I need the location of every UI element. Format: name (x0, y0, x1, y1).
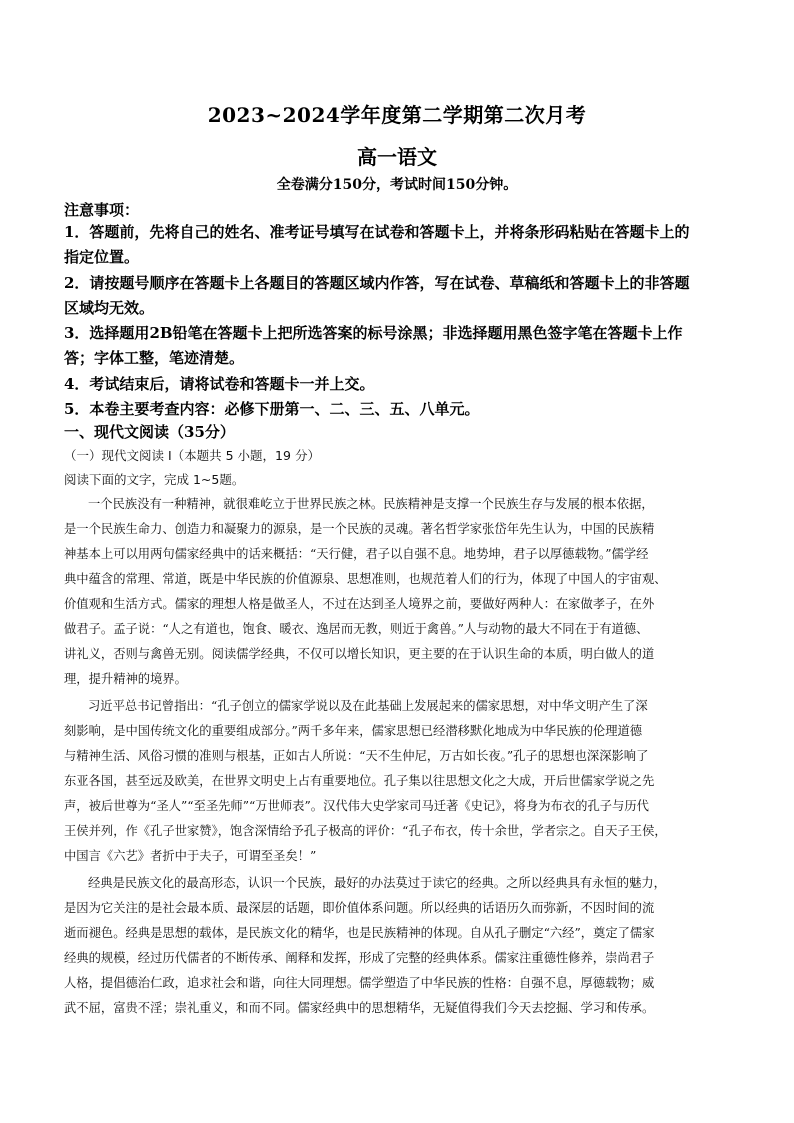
passage-line: 中国言《六艺》者折中于夫子，可谓至圣矣！” (64, 849, 317, 863)
passage-line: 武不屈，富贵不淫；崇礼重义，和而不同。儒家经典中的思想精华，无疑值得我们今天去挖掘、学习和传承。 (64, 1001, 655, 1015)
section-heading: 一、现代文阅读（35分） (64, 423, 235, 441)
notes-line: 1．答题前，先将自己的姓名、准考证号填写在试卷和答题卡上，并将条形码粘贴在答题卡上的 (64, 223, 690, 241)
passage-line: 典中蕴含的常理、常道，既是中华民族的价值源泉、思想准则，也规范着人们的行为，体现了中国人的宇宙观、 (64, 572, 667, 586)
notes-line: 区域均无效。 (64, 299, 155, 317)
exam-title: 2023~2024学年度第二学期第二次月考 (207, 103, 587, 127)
notes-line: 指定位置。 (64, 248, 140, 266)
passage-line: 是因为它关注的是社会最本质、最深层的话题，即价值体系问题。所以经典的话语历久而弥新，不因时间的流 (64, 901, 655, 915)
notes-line: 2．请按题号顺序在答题卡上各题目的答题区域内作答，写在试卷、草稿纸和答题卡上的非答题 (64, 274, 690, 292)
passage-line: 逝而褪色。经典是思想的载体，是民族文化的精华，也是民族精神的体现。自从孔子删定“六经”，奠定了儒家 (64, 926, 655, 940)
notes-line: 5．本卷主要考查内容：必修下册第一、二、三、五、八单元。 (64, 400, 480, 418)
notes-line: 3．选择题用2B铅笔在答题卡上把所选答案的标号涂黑；非选择题用黑色签字笔在答题卡上作 (64, 324, 683, 342)
passage-line: 声，被后世尊为“圣人”“至圣先师”“万世师表”。汉代伟大史学家司马迁著《史记》，将身为布衣的孔子与历代 (64, 799, 649, 813)
passage-line: 价值观和生活方式。儒家的理想人格是做圣人，不过在达到圣人境界之前，要做好两种人：在家做孝子，在外 (64, 597, 655, 611)
passage-line: 经典是民族文化的最高形态，认识一个民族，最好的办法莫过于读它的经典。之所以经典具有永恒的魅力， (88, 876, 666, 890)
score-info: 全卷满分150分，考试时间150分钟。 (276, 177, 518, 193)
passage-line: 讲礼义，否则与禽兽无别。阅读儒学经典，不仅可以增长知识，更主要的在于认识生命的本质，明白做人的道 (64, 647, 655, 661)
section-subheading: （一）现代文阅读 I（本题共 5 小题，19 分） (64, 448, 320, 463)
passage-line: 东亚各国，甚至远及欧美，在世界文明史上占有重要地位。孔子集以往思想文化之大成，开后世儒家学说之先 (64, 774, 655, 788)
passage-line: 神基本上可以用两句儒家经典中的话来概括：“天行健，君子以自强不息。地势坤，君子以厚德载物。”儒学经 (64, 547, 649, 561)
passage-line: 与精神生活、风俗习惯的准则与根基，正如古人所说：“天不生仲尼，万古如长夜。”孔子的思想也深深影响了 (64, 749, 649, 763)
passage-line: 做君子。孟子说：“人之有道也，饱食、暖衣、逸居而无教，则近于禽兽。”人与动物的最大不同在于有道德、 (64, 622, 649, 636)
notes-heading: 注意事项： (64, 201, 140, 219)
passage-line: 习近平总书记曾指出：“孔子创立的儒家学说以及在此基础上发展起来的儒家思想，对中华文明产生了深 (88, 699, 648, 713)
notes-line: 答；字体工整，笔迹清楚。 (64, 349, 245, 367)
notes-line: 4．考试结束后，请将试卷和答题卡一并上交。 (64, 375, 375, 393)
passage-line: 王侯并列，作《孔子世家赞》，饱含深情给予孔子极高的评价：“孔子布衣，传十余世，学者宗之。自天子王侯， (64, 824, 667, 838)
passage-line: 人格，提倡德治仁政，追求社会和谐，向往大同理想。儒学塑造了中华民族的性格：自强不息，厚德载物；威 (64, 976, 655, 990)
passage-line: 一个民族没有一种精神，就很难屹立于世界民族之林。民族精神是支撑一个民族生存与发展的根本依据， (88, 497, 654, 511)
subject-title: 高一语文 (357, 145, 437, 169)
reading-instruction: 阅读下面的文字，完成 1~5题。 (64, 472, 245, 487)
passage-line: 刻影响，是中国传统文化的重要组成部分。”两千多年来，儒家思想已经潜移默化地成为中华民族的伦理道德 (64, 724, 643, 738)
passage-line: 经典的规模，经过历代儒者的不断传承、阐释和发挥，形成了完整的经典体系。儒家注重德性修养，崇尚君子 (64, 951, 655, 965)
passage-line: 是一个民族生命力、创造力和凝聚力的源泉，是一个民族的灵魂。著名哲学家张岱年先生认为，中国的民族精 (64, 522, 655, 536)
passage-line: 理，提升精神的境界。 (64, 672, 187, 686)
